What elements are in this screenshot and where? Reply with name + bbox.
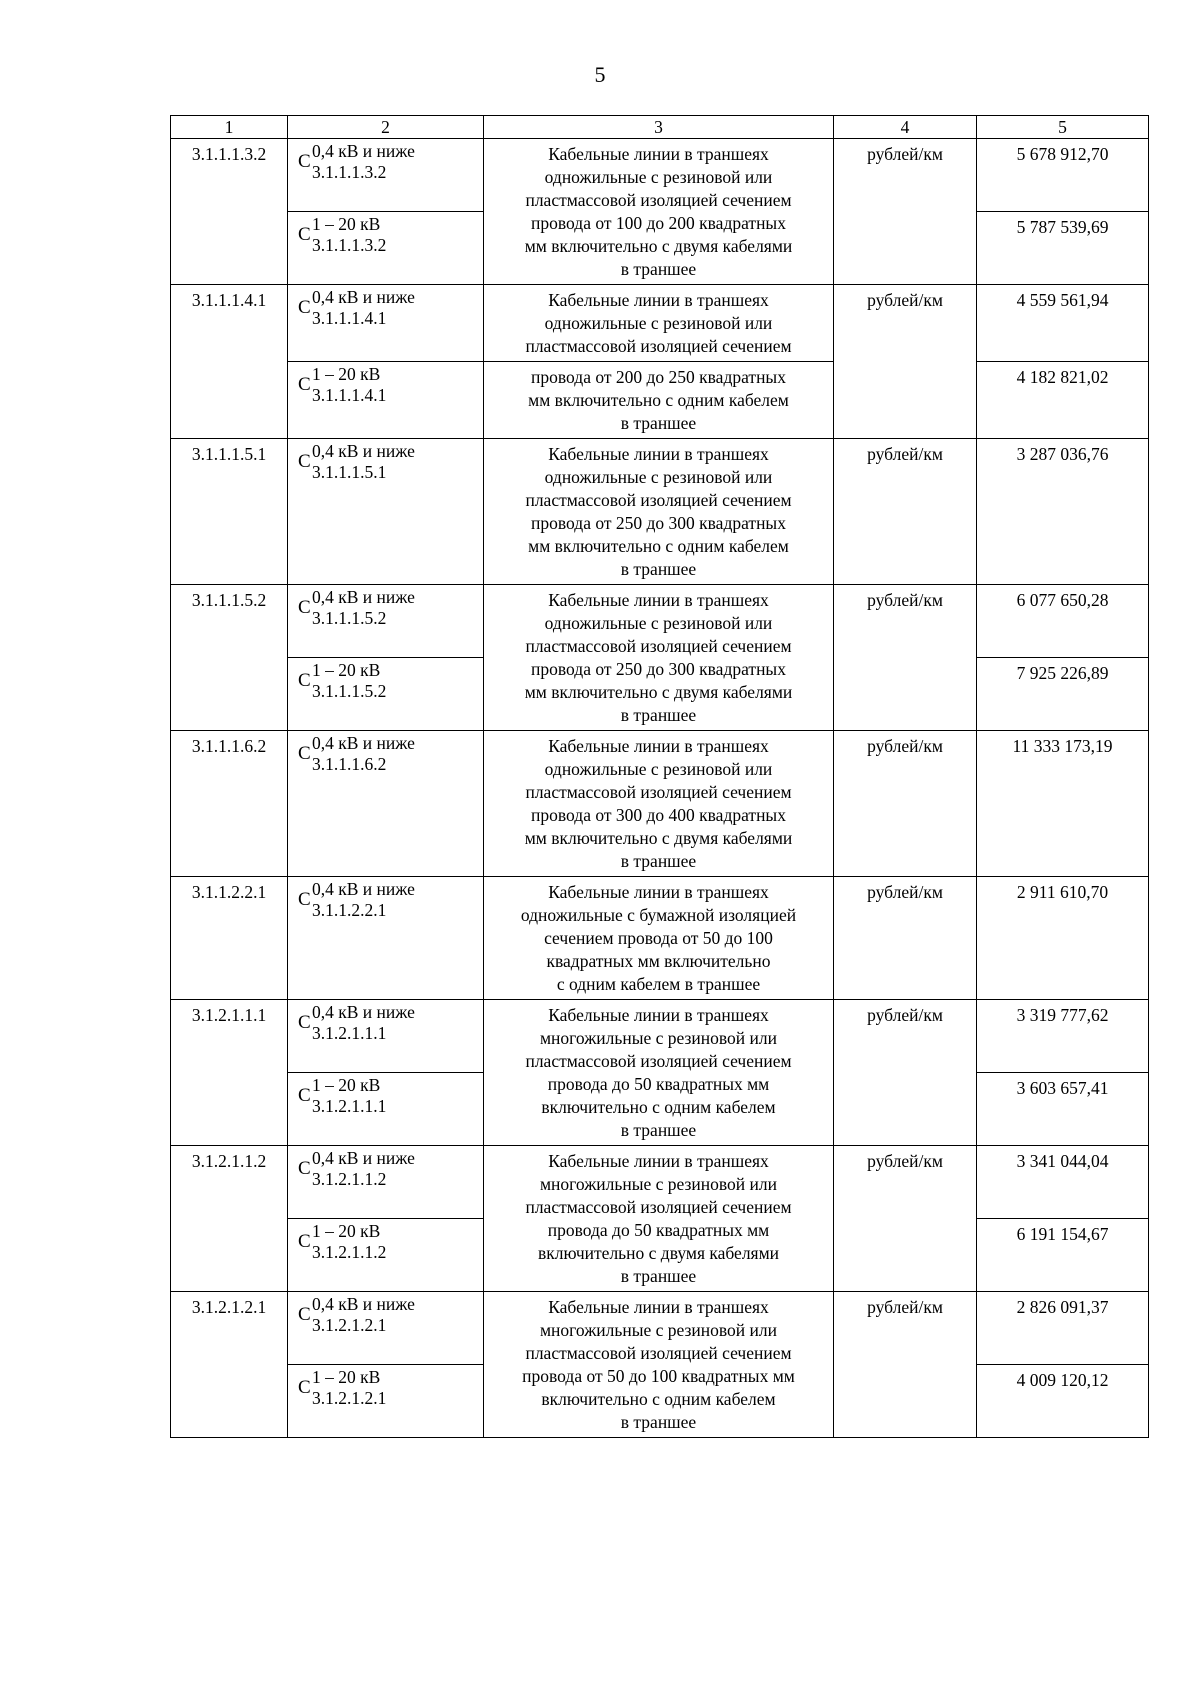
rate-voltage: 0,4 кВ и ниже: [312, 879, 415, 899]
rate-c-letter: C: [298, 151, 311, 172]
rate-index: 3.1.1.1.5.2: [312, 681, 387, 701]
description-line: в траншее: [620, 1266, 697, 1286]
description-line: Кабельные линии в траншеях: [548, 1005, 769, 1025]
rate-voltage: 0,4 кВ и ниже: [312, 1148, 415, 1168]
row-description: [484, 362, 834, 439]
description-line: включительно с одним кабелем: [541, 1097, 776, 1117]
row-code: 3.1.1.1.5.2: [171, 585, 288, 731]
description-line: мм включительно с одним кабелем: [528, 536, 789, 556]
row-code: 3.1.1.1.5.1: [171, 439, 288, 585]
rate-c-letter: C: [298, 374, 311, 395]
rate-symbol: [298, 879, 483, 923]
row-description: [484, 731, 834, 877]
description-line: провода до 50 квадратных мм: [547, 1074, 770, 1094]
rate-value: 2 826 091,37: [977, 1292, 1149, 1365]
rate-symbol-cell: [288, 731, 484, 877]
table-row: [171, 585, 1149, 658]
description-line: мм включительно с двумя кабелями: [524, 236, 793, 256]
rate-symbol: [298, 1002, 483, 1046]
description-line: с одним кабелем в траншее: [556, 974, 761, 994]
rate-voltage: 1 – 20 кВ: [312, 1221, 381, 1241]
rate-symbol: [298, 1148, 483, 1192]
rate-voltage: 1 – 20 кВ: [312, 364, 381, 384]
row-code: 3.1.2.1.1.2: [171, 1146, 288, 1292]
column-header: 5: [977, 116, 1149, 139]
rate-index: 3.1.2.1.1.1: [312, 1096, 387, 1116]
description-line: пластмассовой изоляцией сечением: [525, 782, 792, 802]
rate-index: 3.1.1.1.5.1: [312, 462, 387, 482]
rate-symbol-cell: [288, 1365, 484, 1438]
description-line: в траншее: [620, 1120, 697, 1140]
rate-value: 3 319 777,62: [977, 1000, 1149, 1073]
row-unit: рублей/км: [834, 877, 977, 1000]
description-line: многожильные с резиновой или: [539, 1320, 778, 1340]
row-unit: рублей/км: [834, 285, 977, 439]
description-line: пластмассовой изоляцией сечением: [525, 490, 792, 510]
table-row: [171, 439, 1149, 585]
rate-value: 3 341 044,04: [977, 1146, 1149, 1219]
description-line: в траншее: [620, 851, 697, 871]
row-code: 3.1.1.1.4.1: [171, 285, 288, 439]
rate-c-letter: C: [298, 1231, 311, 1252]
rate-symbol: [298, 1367, 483, 1411]
description-line: пластмассовой изоляцией сечением: [525, 190, 792, 210]
header-row: [171, 116, 1149, 139]
rate-index: 3.1.1.1.4.1: [312, 308, 387, 328]
rate-voltage: 0,4 кВ и ниже: [312, 141, 415, 161]
rate-index: 3.1.2.1.2.1: [312, 1315, 387, 1335]
column-header: 4: [834, 116, 977, 139]
description-line: квадратных мм включительно: [546, 951, 771, 971]
rate-symbol-cell: [288, 877, 484, 1000]
rate-index: 3.1.1.1.3.2: [312, 162, 387, 182]
row-unit: рублей/км: [834, 731, 977, 877]
rate-value: 7 925 226,89: [977, 658, 1149, 731]
description-line: Кабельные линии в траншеях: [548, 1297, 769, 1317]
table-row: [171, 362, 1149, 439]
table-row: [171, 1146, 1149, 1219]
rate-symbol: [298, 287, 483, 331]
rate-c-letter: C: [298, 1377, 311, 1398]
rate-symbol: [298, 733, 483, 777]
rate-c-letter: C: [298, 1085, 311, 1106]
description-line: многожильные с резиновой или: [539, 1028, 778, 1048]
row-description: [484, 285, 834, 362]
rate-symbol-cell: [288, 1219, 484, 1292]
description-line: в траншее: [620, 705, 697, 725]
rate-index: 3.1.1.1.5.2: [312, 608, 387, 628]
rate-voltage: 0,4 кВ и ниже: [312, 1294, 415, 1314]
rate-c-letter: C: [298, 297, 311, 318]
rate-symbol-cell: [288, 1000, 484, 1073]
rate-symbol-cell: [288, 585, 484, 658]
row-unit: рублей/км: [834, 1000, 977, 1146]
rate-index: 3.1.2.1.1.2: [312, 1169, 387, 1189]
description-line: провода от 200 до 250 квадратных: [531, 367, 786, 387]
table-body: [171, 139, 1149, 1438]
rate-symbol: [298, 1294, 483, 1338]
description-line: Кабельные линии в траншеях: [548, 1151, 769, 1171]
rate-c-letter: C: [298, 1012, 311, 1033]
page-number: 5: [594, 62, 606, 87]
description-line: в траншее: [620, 1412, 697, 1432]
description-line: пластмассовой изоляцией сечением: [525, 336, 792, 356]
rate-symbol: [298, 441, 483, 485]
rate-value: 4 009 120,12: [977, 1365, 1149, 1438]
description-line: включительно с одним кабелем: [541, 1389, 776, 1409]
rate-value: 5 787 539,69: [977, 212, 1149, 285]
rate-symbol-cell: [288, 658, 484, 731]
row-unit: рублей/км: [834, 439, 977, 585]
rate-index: 3.1.1.1.6.2: [312, 754, 387, 774]
rate-c-letter: C: [298, 451, 311, 472]
rate-c-letter: C: [298, 224, 311, 245]
description-line: Кабельные линии в траншеях: [548, 444, 769, 464]
description-line: провода от 250 до 300 квадратных: [531, 513, 786, 533]
rate-symbol: [298, 364, 483, 408]
row-description: [484, 1292, 834, 1438]
description-line: пластмассовой изоляцией сечением: [525, 1343, 792, 1363]
rate-voltage: 0,4 кВ и ниже: [312, 287, 415, 307]
rate-index: 3.1.2.1.1.1: [312, 1023, 387, 1043]
rate-voltage: 1 – 20 кВ: [312, 1075, 381, 1095]
row-description: [484, 139, 834, 285]
rate-voltage: 0,4 кВ и ниже: [312, 587, 415, 607]
rate-value: 6 191 154,67: [977, 1219, 1149, 1292]
description-line: включительно с двумя кабелями: [537, 1243, 780, 1263]
rate-c-letter: C: [298, 743, 311, 764]
row-description: [484, 877, 834, 1000]
row-unit: рублей/км: [834, 585, 977, 731]
description-line: Кабельные линии в траншеях: [548, 290, 769, 310]
table-header: [171, 116, 1149, 139]
description-line: многожильные с резиновой или: [539, 1174, 778, 1194]
rate-value: 11 333 173,19: [977, 731, 1149, 877]
rate-voltage: 0,4 кВ и ниже: [312, 441, 415, 461]
rate-voltage: 0,4 кВ и ниже: [312, 733, 415, 753]
rate-symbol: [298, 587, 483, 631]
description-line: мм включительно с двумя кабелями: [524, 828, 793, 848]
rate-value: 6 077 650,28: [977, 585, 1149, 658]
rate-index: 3.1.1.1.4.1: [312, 385, 387, 405]
table-row: [171, 1000, 1149, 1073]
rate-voltage: 0,4 кВ и ниже: [312, 1002, 415, 1022]
description-line: Кабельные линии в траншеях: [548, 590, 769, 610]
table-row: [171, 285, 1149, 362]
rate-value: 4 559 561,94: [977, 285, 1149, 362]
table-row: [171, 1292, 1149, 1365]
row-description: [484, 1146, 834, 1292]
rate-index: 3.1.2.1.2.1: [312, 1388, 387, 1408]
description-line: мм включительно с одним кабелем: [528, 390, 789, 410]
description-line: сечением провода от 50 до 100: [544, 928, 773, 948]
rate-voltage: 1 – 20 кВ: [312, 214, 381, 234]
description-line: пластмассовой изоляцией сечением: [525, 1051, 792, 1071]
rate-c-letter: C: [298, 1158, 311, 1179]
rate-symbol: [298, 660, 483, 704]
row-code: 3.1.1.1.3.2: [171, 139, 288, 285]
rate-symbol: [298, 1221, 483, 1265]
row-unit: рублей/км: [834, 1146, 977, 1292]
row-description: [484, 1000, 834, 1146]
description-line: провода от 300 до 400 квадратных: [531, 805, 786, 825]
table-row: [171, 139, 1149, 212]
description-line: одножильные с бумажной изоляцией: [520, 905, 797, 925]
column-header: 2: [288, 116, 484, 139]
description-line: мм включительно с двумя кабелями: [524, 682, 793, 702]
rate-symbol-cell: [288, 285, 484, 362]
description-line: в траншее: [620, 413, 697, 433]
description-line: Кабельные линии в траншеях: [548, 882, 769, 902]
description-line: одножильные с резиновой или: [544, 613, 773, 633]
rate-value: 2 911 610,70: [977, 877, 1149, 1000]
rate-voltage: 1 – 20 кВ: [312, 660, 381, 680]
description-line: Кабельные линии в траншеях: [548, 736, 769, 756]
description-line: в траншее: [620, 559, 697, 579]
rate-symbol-cell: [288, 362, 484, 439]
description-line: провода от 250 до 300 квадратных: [531, 659, 786, 679]
description-line: провода до 50 квадратных мм: [547, 1220, 770, 1240]
rate-index: 3.1.2.1.1.2: [312, 1242, 387, 1262]
row-code: 3.1.2.1.2.1: [171, 1292, 288, 1438]
description-line: провода от 100 до 200 квадратных: [531, 213, 786, 233]
rate-symbol-cell: [288, 212, 484, 285]
rate-c-letter: C: [298, 889, 311, 910]
description-line: одножильные с резиновой или: [544, 467, 773, 487]
description-line: пластмассовой изоляцией сечением: [525, 1197, 792, 1217]
row-description: [484, 585, 834, 731]
column-header: 1: [171, 116, 288, 139]
rate-voltage: 1 – 20 кВ: [312, 1367, 381, 1387]
description-line: в траншее: [620, 259, 697, 279]
rate-value: 3 287 036,76: [977, 439, 1149, 585]
description-line: одножильные с резиновой или: [544, 313, 773, 333]
description-line: одножильные с резиновой или: [544, 167, 773, 187]
rate-symbol-cell: [288, 1146, 484, 1219]
row-code: 3.1.2.1.1.1: [171, 1000, 288, 1146]
row-description: [484, 439, 834, 585]
rate-index: 3.1.1.1.3.2: [312, 235, 387, 255]
description-line: провода от 50 до 100 квадратных мм: [522, 1366, 795, 1386]
table-row: [171, 877, 1149, 1000]
row-unit: рублей/км: [834, 1292, 977, 1438]
description-line: Кабельные линии в траншеях: [548, 144, 769, 164]
rate-symbol-cell: [288, 1292, 484, 1365]
row-code: 3.1.1.1.6.2: [171, 731, 288, 877]
description-line: одножильные с резиновой или: [544, 759, 773, 779]
rate-symbol: [298, 141, 483, 185]
rate-symbol-cell: [288, 1073, 484, 1146]
rate-symbol-cell: [288, 439, 484, 585]
rate-symbol-cell: [288, 139, 484, 212]
rate-index: 3.1.1.2.2.1: [312, 900, 387, 920]
rate-value: 4 182 821,02: [977, 362, 1149, 439]
row-code: 3.1.1.2.2.1: [171, 877, 288, 1000]
rate-c-letter: C: [298, 597, 311, 618]
rate-c-letter: C: [298, 1304, 311, 1325]
rate-value: 5 678 912,70: [977, 139, 1149, 212]
table-row: [171, 731, 1149, 877]
rate-value: 3 603 657,41: [977, 1073, 1149, 1146]
column-header: 3: [484, 116, 834, 139]
row-unit: рублей/км: [834, 139, 977, 285]
rate-symbol: [298, 1075, 483, 1119]
description-line: пластмассовой изоляцией сечением: [525, 636, 792, 656]
rates-table: [170, 115, 1149, 1438]
rate-c-letter: C: [298, 670, 311, 691]
rate-symbol: [298, 214, 483, 258]
